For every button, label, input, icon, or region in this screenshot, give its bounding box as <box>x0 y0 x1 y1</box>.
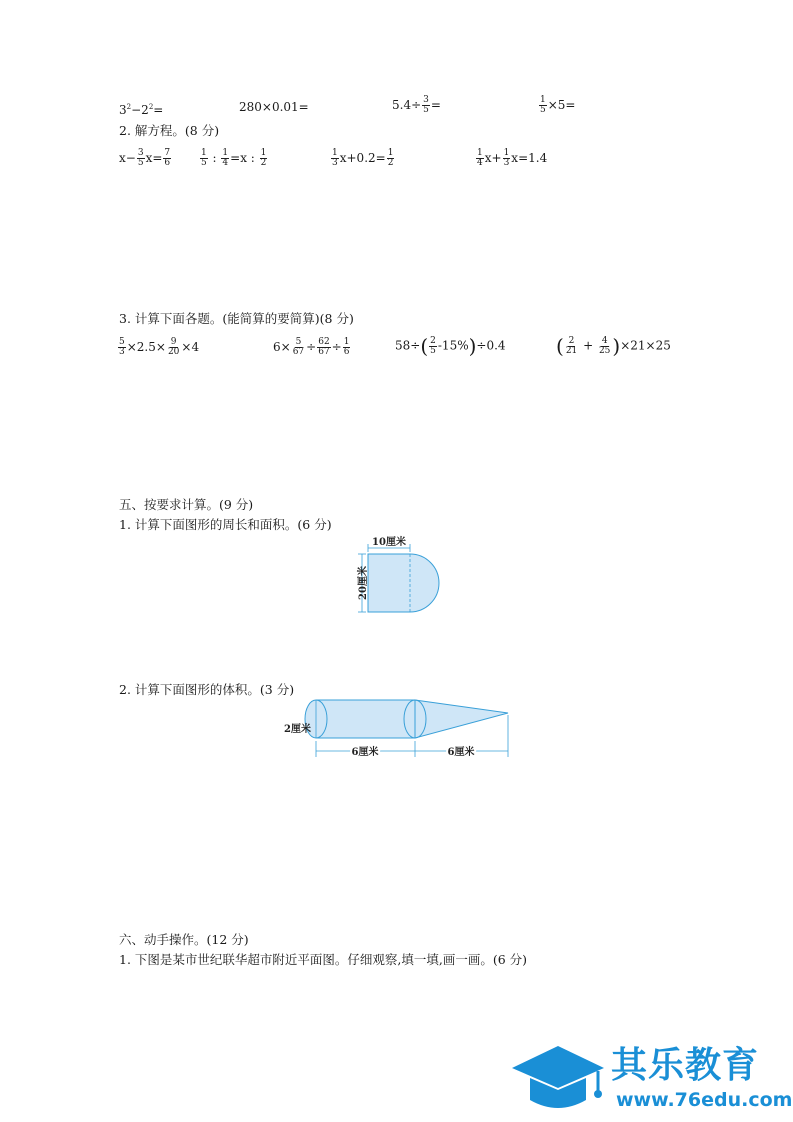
equation-4: $\frac{1}{4}$ x+ $\frac{1}{3}$ x=1.4 <box>477 148 548 168</box>
equation-2: $\frac{1}{5}$ : $\frac{1}{4}$ =x : $\frac{1}{2}$ <box>201 148 267 168</box>
section5-heading: 五、按要求计算。(9 分) <box>119 497 254 512</box>
graduation-cap-icon <box>508 1044 608 1116</box>
section6-question-1: 1. 下图是某市世纪联华超市附近平面图。仔细观察,填一填,画一画。(6 分) <box>119 952 528 967</box>
section3-heading: 3. 计算下面各题。(能简算的要简算)(8 分) <box>119 311 354 326</box>
watermark-name: 其乐教育 <box>611 1045 760 1086</box>
side-label: 20厘米 <box>358 566 369 600</box>
watermark-logo <box>508 1040 793 1120</box>
section5-question-2: 2. 计算下面图形的体积。(3 分) <box>119 682 295 697</box>
left-label: 2厘米 <box>284 724 311 735</box>
problem-4: ( $\frac{2}{21}$ + $\frac{4}{25}$ )×21×25 <box>556 334 671 358</box>
watermark-url: www.76edu.com <box>616 1089 793 1111</box>
equation-3: $\frac{1}{3}$ x+0.2= $\frac{1}{2}$ <box>332 148 394 168</box>
figure-cylinder-cone <box>280 695 520 765</box>
figure-rect-semicircle <box>345 528 450 620</box>
expr-divide-fraction: 5.4÷ $\frac{3}{5}$ = <box>392 95 441 115</box>
equation-1: x− $\frac{3}{5}$ x= $\frac{7}{6}$ <box>119 148 171 168</box>
section5-question-1: 1. 计算下面图形的周长和面积。(6 分) <box>119 517 332 532</box>
expr-multiply: 280×0.01= <box>239 100 309 114</box>
shape-rect-semicircle <box>368 554 439 612</box>
cone-body <box>415 700 508 738</box>
expr-fraction-times: $\frac{1}{5}$ ×5= <box>540 95 576 115</box>
expr-power: $3^2-2^2=$ <box>119 103 164 117</box>
section2-heading: 2. 解方程。(8 分) <box>119 123 220 138</box>
dim2-label: 6厘米 <box>447 747 475 758</box>
top-label: 10厘米 <box>372 537 406 548</box>
cylinder-body <box>316 700 415 738</box>
section6-heading: 六、动手操作。(12 分) <box>119 932 249 947</box>
dim1-label: 6厘米 <box>351 747 379 758</box>
problem-2: 6× $\frac{5}{67}$ ÷ $\frac{62}{67}$ ÷ $\frac{1}{6}$ <box>273 337 350 357</box>
problem-1: $\frac{5}{3}$ ×2.5× $\frac{9}{20}$ ×4 <box>119 337 200 357</box>
problem-3: 58÷( $\frac{2}{5}$ -15%)÷0.4 <box>395 334 506 358</box>
